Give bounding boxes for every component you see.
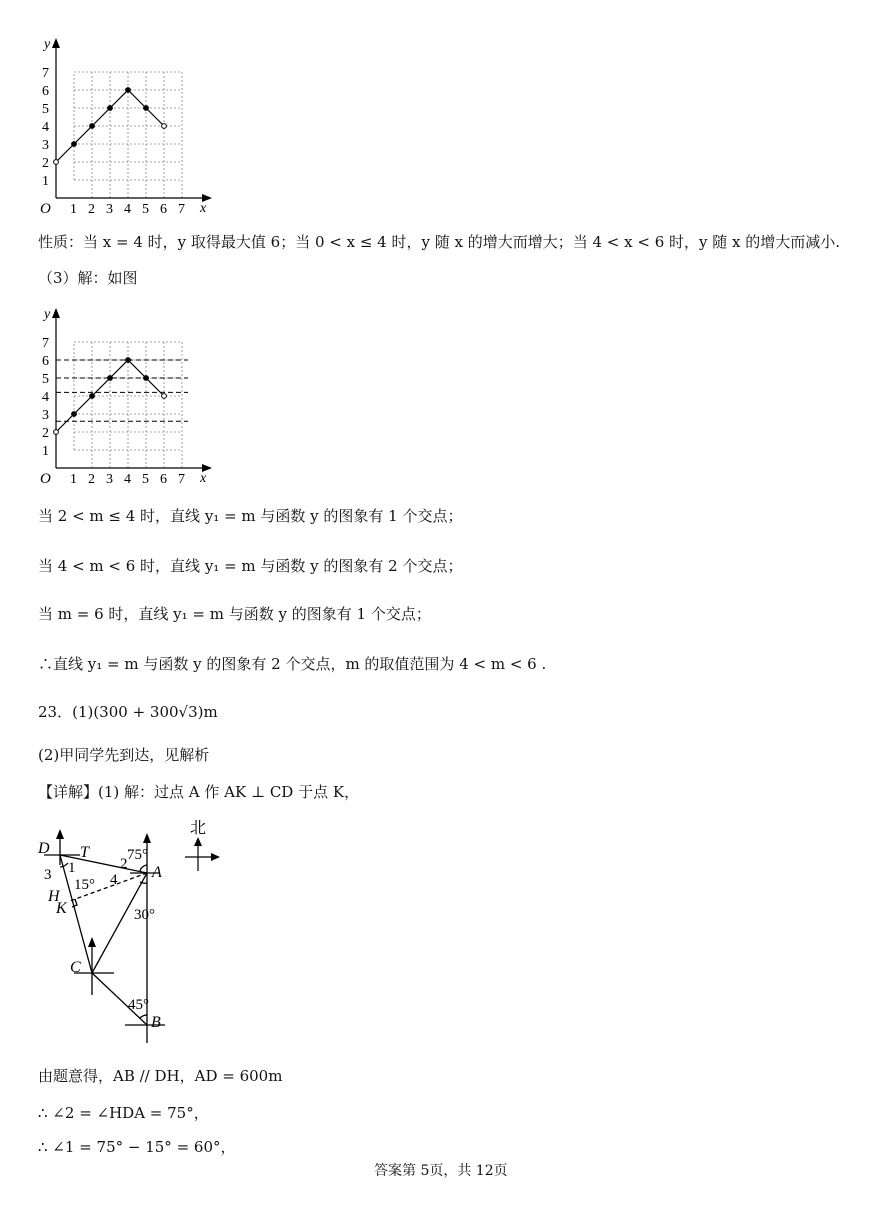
y-axis-label: y bbox=[44, 307, 51, 322]
arrow-c bbox=[88, 937, 96, 947]
north-label: 北 bbox=[190, 820, 207, 837]
label-75deg: 75° bbox=[127, 847, 148, 863]
north-indicator-arrow bbox=[194, 837, 202, 846]
x-tick-label: 1 bbox=[70, 472, 77, 487]
part3-heading: （3）解：如图 bbox=[38, 269, 138, 287]
q23-answer: 23．(1)(300 + 300√3)m bbox=[38, 703, 218, 721]
x-tick-label: 2 bbox=[88, 202, 95, 217]
property-line: 性质：当 x = 4 时，y 取得最大值 6；当 0 < x ≤ 4 时，y 随 x 的增大而增大；当 4 < x < 6 时，y 随 x 的增大而减小. bbox=[38, 233, 841, 251]
case-line-1: 当 2 < m ≤ 4 时，直线 y₁ = m 与函数 y 的图象有 1 个交点； bbox=[38, 507, 463, 525]
open-point bbox=[54, 160, 59, 165]
y-tick-label: 5 bbox=[42, 372, 49, 387]
detail-line: 【详解】(1) 解：过点 A 作 AK ⊥ CD 于点 K， bbox=[38, 783, 360, 801]
y-tick-label: 3 bbox=[42, 408, 49, 423]
label-k: K bbox=[56, 900, 67, 917]
label-h: H bbox=[48, 888, 60, 905]
y-axis-arrow bbox=[52, 308, 60, 318]
function-graph-1 bbox=[30, 30, 230, 220]
label-t: T bbox=[80, 844, 89, 861]
x-axis-label: x bbox=[200, 471, 207, 486]
function-graph-2 bbox=[30, 300, 230, 490]
filled-point bbox=[144, 376, 149, 381]
label-c: C bbox=[70, 959, 81, 976]
open-point bbox=[54, 430, 59, 435]
step-2: ∴ ∠1 = 75° − 15° = 60°， bbox=[38, 1138, 236, 1156]
x-tick-label: 5 bbox=[142, 202, 149, 217]
filled-point bbox=[126, 358, 131, 363]
label-d: D bbox=[38, 840, 50, 857]
page-footer: 答案第 5页，共 12页 bbox=[374, 1163, 508, 1179]
label-angle-3: 3 bbox=[44, 867, 52, 883]
case-line-3: 当 m = 6 时，直线 y₁ = m 与函数 y 的图象有 1 个交点； bbox=[38, 605, 431, 623]
step-1: ∴ ∠2 = ∠HDA = 75°， bbox=[38, 1104, 209, 1122]
x-tick-label: 5 bbox=[142, 472, 149, 487]
x-axis-label: x bbox=[200, 201, 207, 216]
given-line: 由题意得，AB // DH，AD = 600m bbox=[38, 1067, 283, 1085]
label-45deg: 45° bbox=[128, 997, 149, 1013]
y-tick-label: 4 bbox=[42, 390, 49, 405]
y-axis-arrow bbox=[52, 38, 60, 48]
x-tick-label: 7 bbox=[178, 202, 185, 217]
filled-point bbox=[90, 394, 95, 399]
label-angle-1: 1 bbox=[68, 860, 76, 876]
y-tick-label: 7 bbox=[42, 66, 49, 81]
y-tick-label: 1 bbox=[42, 444, 49, 459]
arrow-ab bbox=[143, 833, 151, 843]
filled-point bbox=[144, 106, 149, 111]
label-a: A bbox=[152, 864, 162, 881]
open-point bbox=[162, 394, 167, 399]
x-tick-label: 6 bbox=[160, 202, 167, 217]
origin-label: O bbox=[40, 201, 51, 217]
y-tick-label: 1 bbox=[42, 174, 49, 189]
y-tick-label: 2 bbox=[42, 156, 49, 171]
x-tick-label: 6 bbox=[160, 472, 167, 487]
bearing-diagram bbox=[30, 815, 240, 1050]
conclusion-line: ∴直线 y₁ = m 与函数 y 的图象有 2 个交点，m 的取值范围为 4 < m < 6 . bbox=[38, 655, 547, 673]
label-b: B bbox=[151, 1014, 161, 1031]
open-point bbox=[162, 124, 167, 129]
x-tick-label: 3 bbox=[106, 472, 113, 487]
y-axis-label: y bbox=[44, 37, 51, 52]
angle-arc-a2 bbox=[140, 882, 147, 883]
x-tick-label: 2 bbox=[88, 472, 95, 487]
filled-point bbox=[90, 124, 95, 129]
angle-arc-a bbox=[140, 865, 147, 871]
x-tick-label: 1 bbox=[70, 202, 77, 217]
y-tick-label: 2 bbox=[42, 426, 49, 441]
y-tick-label: 7 bbox=[42, 336, 49, 351]
y-tick-label: 4 bbox=[42, 120, 49, 135]
y-tick-label: 6 bbox=[42, 354, 49, 369]
filled-point bbox=[72, 142, 77, 147]
label-angle-2: 2 bbox=[120, 856, 128, 872]
east-indicator-arrow bbox=[211, 853, 220, 861]
q23-part2: (2)甲同学先到达，见解析 bbox=[38, 746, 210, 764]
filled-point bbox=[126, 88, 131, 93]
label-angle-4: 4 bbox=[110, 872, 118, 888]
y-tick-label: 6 bbox=[42, 84, 49, 99]
arrow-d bbox=[56, 829, 64, 839]
angle-arc-d bbox=[60, 863, 68, 867]
segment-ca bbox=[92, 873, 147, 973]
filled-point bbox=[108, 376, 113, 381]
y-tick-label: 5 bbox=[42, 102, 49, 117]
x-tick-label: 7 bbox=[178, 472, 185, 487]
label-15deg: 15° bbox=[74, 877, 95, 893]
x-tick-label: 4 bbox=[124, 472, 131, 487]
origin-label: O bbox=[40, 471, 51, 487]
filled-point bbox=[108, 106, 113, 111]
x-tick-label: 3 bbox=[106, 202, 113, 217]
label-30deg: 30° bbox=[134, 907, 155, 923]
angle-arc-b bbox=[140, 1015, 147, 1018]
case-line-2: 当 4 < m < 6 时，直线 y₁ = m 与函数 y 的图象有 2 个交点； bbox=[38, 557, 463, 575]
x-tick-label: 4 bbox=[124, 202, 131, 217]
y-tick-label: 3 bbox=[42, 138, 49, 153]
filled-point bbox=[72, 412, 77, 417]
